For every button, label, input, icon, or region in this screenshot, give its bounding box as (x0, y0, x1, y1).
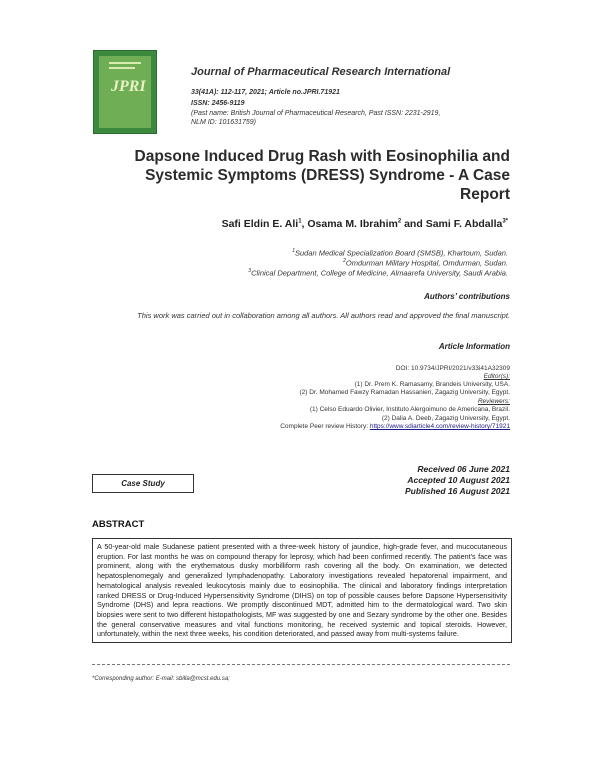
journal-former-name: (Past name: British Journal of Pharmaceutical Research, Past ISSN: 2231-2919, (191, 110, 441, 117)
title-line: Dapsone Induced Drug Rash with Eosinophilia and (134, 148, 510, 165)
contributions-heading: Authors’ contributions (424, 292, 510, 301)
article-type-badge: Case Study (92, 474, 194, 493)
contributions-text: This work was carried out in collaboration among all authors. All authors read and approved the final manuscript. (137, 311, 510, 320)
affiliation: $^3$Clinical Department, College of Medicine, Almaarefa University, Saudi Arabia. (248, 268, 508, 278)
journal-cover-image (93, 50, 157, 134)
published-date: Published 16 August 2021 (404, 486, 510, 496)
peer-review-history: Complete Peer review History: https://www.sdiarticle4.com/review-history/71921 (280, 423, 510, 430)
accepted-date: Accepted 10 August 2021 (407, 475, 510, 485)
journal-citation: 33(41A): 112-117, 2021; Article no.JPRI.71921 (191, 89, 340, 96)
title-line: Report (460, 186, 510, 203)
journal-nlm-id: NLM ID: 101631759) (191, 119, 256, 126)
journal-issn: ISSN: 2456-9119 (191, 100, 245, 107)
author-name: Sami F. Abdalla (425, 218, 503, 230)
journal-logo: JPRI (111, 78, 146, 95)
abstract-text: A 50-year-old male Sudanese patient presented with a three-week history of jaundice, high-grade fever, and mucocutaneous eruption. For last months he was on compound therapy for leprosy, which had been confirmed recently. The patient’s face was prominent, along with the erythematous dusky morbilliform rash covering all the body. On examination, we detected hepatosplenomegaly and generalized lymphadenopathy. Laboratory investigations revealed hepatorenal impairment, and hematological analysis revealed leukocytosis mainly due to eosinophilia. The clinical and laboratory findings interpretation ranked DRESS or Drug-Induced Hypersensitivity Syndrome (DIHS) on top of possible causes before Dapsone Hypersensitivity Syndrome (DHS) and lepra reactions. We promptly discontinued MDT, admitted him to the dermatological ward. Two skin biopsies were sent to two different histopathologists, MF was suggested by one and Sezary syndrome by the other one. Besides the general conservative measures and vital functions monitoring, he received systemic and topical steroids. However, unfortunately, within the next three weeks, his condition deteriorated, and passed away from multi-systems failure. (92, 538, 512, 643)
article-info-heading: Article Information (438, 342, 510, 351)
received-date: Received 06 June 2021 (417, 464, 510, 474)
affiliation: $^2$Omdurman Military Hospital, Omdurman, Sudan. (343, 258, 508, 268)
editor: (1) Dr. Prem K. Ramasamy, Brandeis University, USA. (354, 381, 510, 388)
author-name: Osama M. Ibrahim (307, 218, 398, 230)
reviewer: (1) Celso Eduardo Olivier, Instituto Alergoimuno de Americana, Brazil. (309, 406, 510, 413)
footnote-divider (92, 664, 510, 665)
author-list: Safi Eldin E. Ali$^1$, Osama M. Ibrahim$^2$ and Sami F. Abdalla$^{3*}$ (221, 218, 508, 230)
abstract-heading: ABSTRACT (92, 519, 145, 530)
doi: DOI: 10.9734/JPRI/2021/v33i41A32309 (395, 365, 510, 372)
peer-review-link[interactable]: https://www.sdiarticle4.com/review-history/71921 (369, 423, 510, 430)
author-name: Safi Eldin E. Ali (221, 218, 299, 230)
reviewers-label: Reviewers: (477, 398, 510, 405)
reviewer: (2) Dalia A. Deeb, Zagazig University, Egypt. (381, 415, 510, 422)
editors-label: Editor(s): (483, 373, 510, 380)
paper-title (80, 147, 510, 204)
editor: (2) Dr. Mohamed Fawzy Ramadan Hassanien, Zagazig University, Egypt. (299, 389, 510, 396)
affiliation: $^1$Sudan Medical Specialization Board (SMSB), Khartoum, Sudan. (292, 248, 508, 258)
title-line: Systemic Symptoms (DRESS) Syndrome - A Case (145, 167, 510, 184)
journal-name: Journal of Pharmaceutical Research International (191, 66, 451, 78)
corresponding-author-note: *Corresponding author: E-mail: sbilla@mcst.edu.sa; (92, 676, 230, 682)
